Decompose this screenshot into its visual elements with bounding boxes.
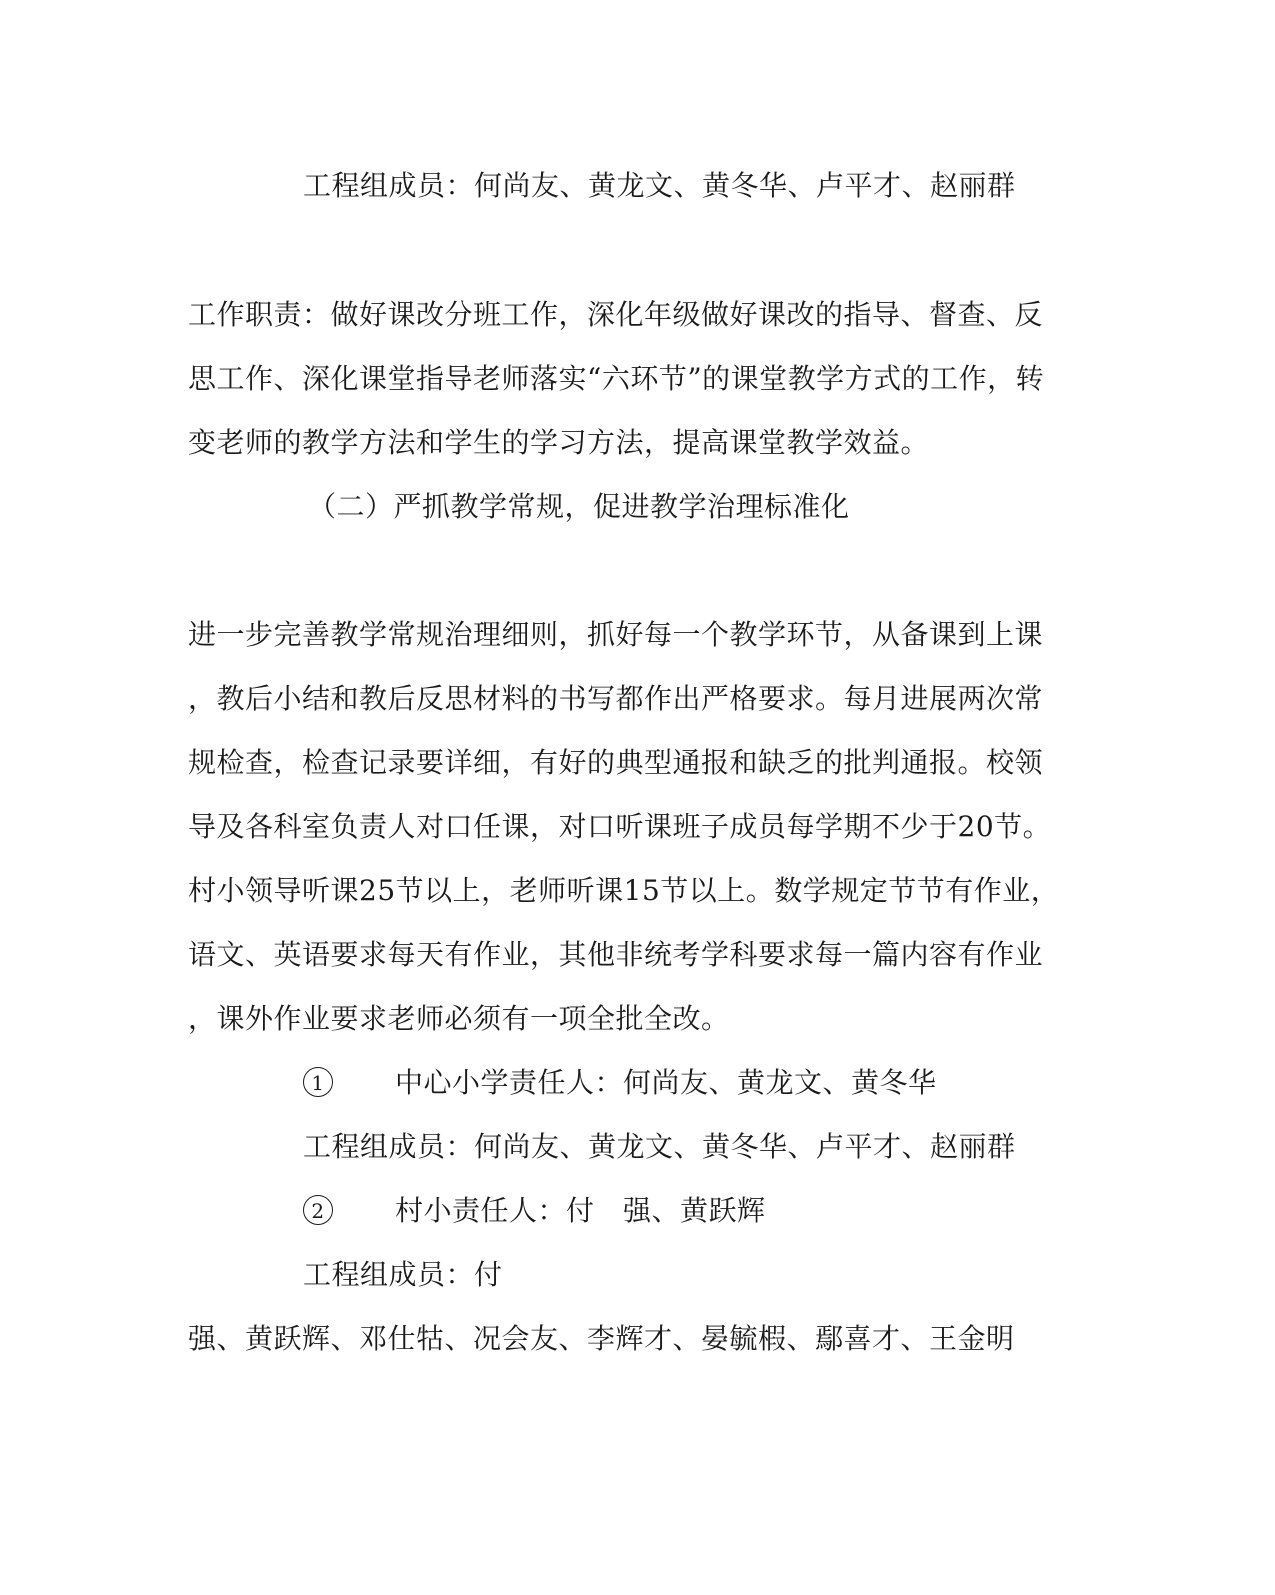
- section-heading: （二）严抓教学常规，促进教学治理标准化: [308, 490, 850, 523]
- routine-paragraph-line-6: 语文、英语要求每天有作业，其他非统考学科要求每一篇内容有作业: [188, 938, 1044, 971]
- circled-number-1: 1: [303, 1067, 333, 1097]
- duty-paragraph-line-1: 工作职责：做好课改分班工作，深化年级做好课改的指导、督查、反: [188, 298, 1044, 331]
- project-members-line-3: 工程组成员：付: [303, 1258, 503, 1291]
- project-members-line-1: 工程组成员：何尚友、黄龙文、黄冬华、卢平才、赵丽群: [303, 169, 1016, 202]
- routine-paragraph-line-7: ，课外作业要求老师必须有一项全批全改。: [188, 1002, 730, 1035]
- duty-paragraph-line-2: 思工作、深化课堂指导老师落实“六环节”的课堂教学方式的工作，转: [188, 362, 1045, 395]
- routine-paragraph-line-3: 规检查，检查记录要详细，有好的典型通报和缺乏的批判通报。校领: [188, 746, 1044, 779]
- routine-paragraph-line-5: 村小领导听课25节以上，老师听课15节以上。数学规定节节有作业，: [188, 874, 1060, 907]
- routine-paragraph-line-1: 进一步完善教学常规治理细则，抓好每一个教学环节，从备课到上课: [188, 618, 1044, 651]
- list-item-text: 中心小学责任人：何尚友、黄龙文、黄冬华: [395, 1066, 937, 1099]
- circled-number-2: 2: [303, 1195, 333, 1225]
- project-members-line-4: 强、黄跃辉、邓仕牯、况会友、李辉才、晏毓椵、鄢喜才、王金明: [188, 1322, 1015, 1355]
- routine-paragraph-line-2: ，教后小结和教后反思材料的书写都作出严格要求。每月进展两次常: [188, 682, 1044, 715]
- routine-paragraph-line-4: 导及各科室负责人对口任课，对口听课班子成员每学期不少于20节。: [188, 810, 1052, 843]
- list-item-text: 村小责任人：付 强、黄跃辉: [395, 1194, 766, 1227]
- duty-paragraph-line-3: 变老师的教学方法和学生的学习方法，提高课堂教学效益。: [188, 426, 930, 459]
- project-members-line-2: 工程组成员：何尚友、黄龙文、黄冬华、卢平才、赵丽群: [303, 1130, 1016, 1163]
